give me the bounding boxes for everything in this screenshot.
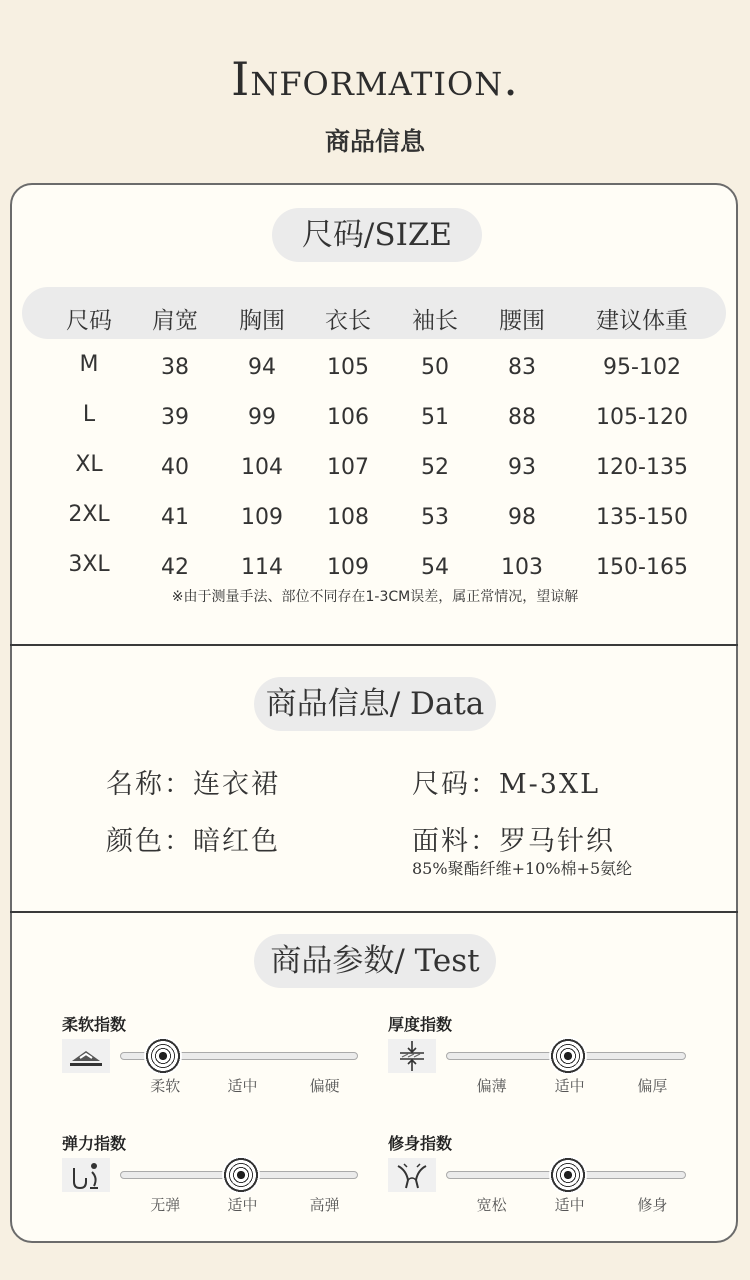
size-table-cell: 39 bbox=[161, 405, 189, 430]
size-table-cell: 53 bbox=[421, 505, 449, 530]
size-table-column-header: 腰围 bbox=[499, 308, 545, 334]
size-table-cell: XL bbox=[75, 452, 103, 477]
param-level-label: 适中 bbox=[227, 1077, 258, 1095]
size-table-cell: 103 bbox=[501, 555, 543, 580]
size-note: ※由于测量手法、部位不同存在1-3CM误差，属正常情况，望谅解 bbox=[171, 589, 579, 605]
size-table-column-header: 建议体重 bbox=[596, 308, 688, 334]
size-table-cell: 150-165 bbox=[596, 555, 688, 580]
size-table-cell: 94 bbox=[248, 355, 276, 380]
test-section-pill: 商品参数/ Test bbox=[254, 934, 496, 988]
param-title: 修身指数 bbox=[388, 1134, 453, 1153]
param-level-label: 适中 bbox=[227, 1196, 258, 1214]
page-subtitle: 商品信息 bbox=[324, 127, 425, 156]
size-table-cell: 51 bbox=[421, 405, 449, 430]
param-level-label: 宽松 bbox=[476, 1196, 507, 1214]
size-table-column-header: 衣长 bbox=[325, 308, 371, 334]
param-slider-knob bbox=[144, 1037, 182, 1075]
size-table-cell: 108 bbox=[327, 505, 369, 530]
size-table-cell: L bbox=[82, 402, 96, 427]
size-table-cell: 120-135 bbox=[596, 455, 688, 480]
size-table-cell: 2XL bbox=[68, 502, 110, 527]
fit-icon bbox=[388, 1158, 436, 1192]
elasticity-icon bbox=[62, 1158, 110, 1192]
size-table-column-header: 胸围 bbox=[239, 308, 285, 334]
size-table-cell: 88 bbox=[508, 405, 536, 430]
size-table-cell: 3XL bbox=[68, 552, 110, 577]
size-table-cell: 41 bbox=[161, 505, 189, 530]
page-title: Information. bbox=[231, 52, 519, 106]
product-color: 颜色：暗红色 bbox=[106, 826, 280, 857]
param-level-label: 高弹 bbox=[309, 1196, 340, 1214]
size-table-cell: 83 bbox=[508, 355, 536, 380]
softness-icon bbox=[62, 1039, 110, 1073]
param-level-label: 修身 bbox=[637, 1196, 668, 1214]
size-table-cell: 93 bbox=[508, 455, 536, 480]
size-table-cell: 105-120 bbox=[596, 405, 688, 430]
size-table-cell: 40 bbox=[161, 455, 189, 480]
param-level-label: 适中 bbox=[554, 1196, 585, 1214]
section-divider bbox=[10, 911, 738, 913]
section-divider bbox=[10, 644, 738, 646]
size-table-column-header: 袖长 bbox=[412, 308, 458, 334]
size-table-cell: 99 bbox=[248, 405, 276, 430]
thickness-icon bbox=[388, 1039, 436, 1073]
size-table-cell: 105 bbox=[327, 355, 369, 380]
param-slider-knob bbox=[549, 1156, 587, 1194]
param-slider-knob bbox=[549, 1037, 587, 1075]
size-table-cell: 109 bbox=[241, 505, 283, 530]
size-table-cell: 135-150 bbox=[596, 505, 688, 530]
param-level-label: 偏厚 bbox=[637, 1077, 668, 1095]
param-level-label: 无弹 bbox=[150, 1196, 181, 1214]
size-table-column-header: 尺码 bbox=[66, 308, 112, 334]
size-table-cell: 104 bbox=[241, 455, 283, 480]
product-size-range: 尺码：M-3XL bbox=[412, 769, 601, 800]
size-section-pill: 尺码/SIZE bbox=[272, 208, 482, 262]
size-table-cell: 52 bbox=[421, 455, 449, 480]
product-name: 名称：连衣裙 bbox=[106, 769, 280, 800]
size-table-cell: 114 bbox=[241, 555, 283, 580]
param-slider-knob bbox=[222, 1156, 260, 1194]
param-level-label: 柔软 bbox=[150, 1077, 181, 1095]
product-composition: 85%聚酯纤维+10%棉+5氨纶 bbox=[412, 859, 633, 878]
size-table-cell: M bbox=[79, 352, 99, 377]
param-title: 弹力指数 bbox=[62, 1134, 127, 1153]
size-table-cell: 38 bbox=[161, 355, 189, 380]
size-table-cell: 107 bbox=[327, 455, 369, 480]
size-table-cell: 42 bbox=[161, 555, 189, 580]
size-table-cell: 54 bbox=[421, 555, 449, 580]
param-title: 柔软指数 bbox=[62, 1015, 127, 1034]
data-section-pill: 商品信息/ Data bbox=[254, 677, 496, 731]
size-table-cell: 95-102 bbox=[603, 355, 681, 380]
size-table-cell: 50 bbox=[421, 355, 449, 380]
param-level-label: 偏薄 bbox=[476, 1077, 507, 1095]
product-fabric: 面料：罗马针织 bbox=[412, 826, 615, 857]
size-table-cell: 109 bbox=[327, 555, 369, 580]
param-level-label: 偏硬 bbox=[309, 1077, 340, 1095]
param-level-label: 适中 bbox=[554, 1077, 585, 1095]
size-table-cell: 106 bbox=[327, 405, 369, 430]
param-title: 厚度指数 bbox=[388, 1015, 453, 1034]
size-table-column-header: 肩宽 bbox=[152, 308, 198, 334]
size-table-cell: 98 bbox=[508, 505, 536, 530]
